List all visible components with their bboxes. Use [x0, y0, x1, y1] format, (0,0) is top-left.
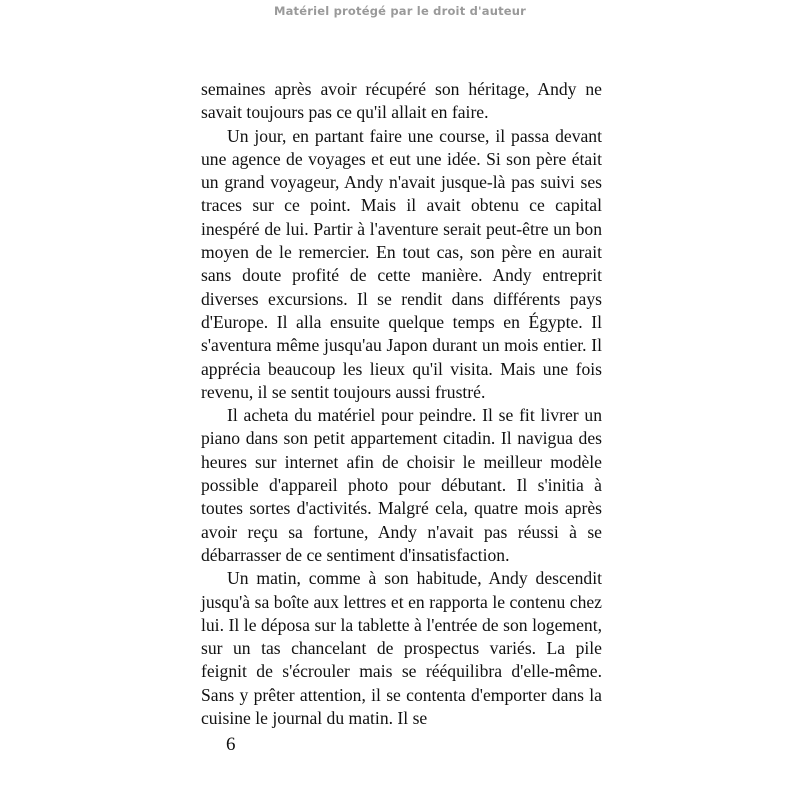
- paragraph-voyages: Un jour, en partant faire une course, il passa devant une agence de voyages et eut une idée. Si son père était un grand voyageur, Andy n'avait jusque-là pas suivi ses traces sur ce point. Mais il avait obtenu ce capital inespéré de lui. Partir à l'aventure serait peut-être un bon moyen de le remercier. En tout cas, son père en aurait sans doute profité de cette manière. Andy entreprit diverses excursions. Il se rendit dans différents pays d'Europe. Il alla ensuite quelque temps en Égypte. Il s'aventura même jusqu'au Japon durant un mois entier. Il apprécia beaucoup les lieux qu'il visita. Mais une fois revenu, il se sentit toujours aussi frustré.: [201, 125, 602, 402]
- paragraph-activites: Il acheta du matériel pour peindre. Il se fit livrer un piano dans son petit appartement citadin. Il navigua des heures sur internet afin de choisir le meilleur modèle possible d'appareil photo pour débutant. Il s'initia à toutes sortes d'activités. Malgré cela, quatre mois après avoir reçu sa fortune, Andy n'avait pas réussi à se débarrasser de ce sentiment d'insatisfaction.: [201, 405, 602, 565]
- paragraph-continued: semaines après avoir récupéré son héritage, Andy ne savait toujours pas ce qu'il allait en faire.: [201, 79, 602, 123]
- page-number: 6: [226, 734, 236, 755]
- copyright-watermark: Matériel protégé par le droit d'auteur: [273, 4, 527, 18]
- paragraph-matin: Un matin, comme à son habitude, Andy descendit jusqu'à sa boîte aux lettres et en rapporta le contenu chez lui. Il le déposa sur la tablette à l'entrée de son logement, sur un tas chancelant de prospectus variés. La pile feignit de s'écrouler mais se rééquilibra d'elle-même. Sans y prêter attention, il se contenta d'emporter dans la cuisine le journal du matin. Il se: [201, 568, 602, 729]
- page-body: [201, 78, 602, 730]
